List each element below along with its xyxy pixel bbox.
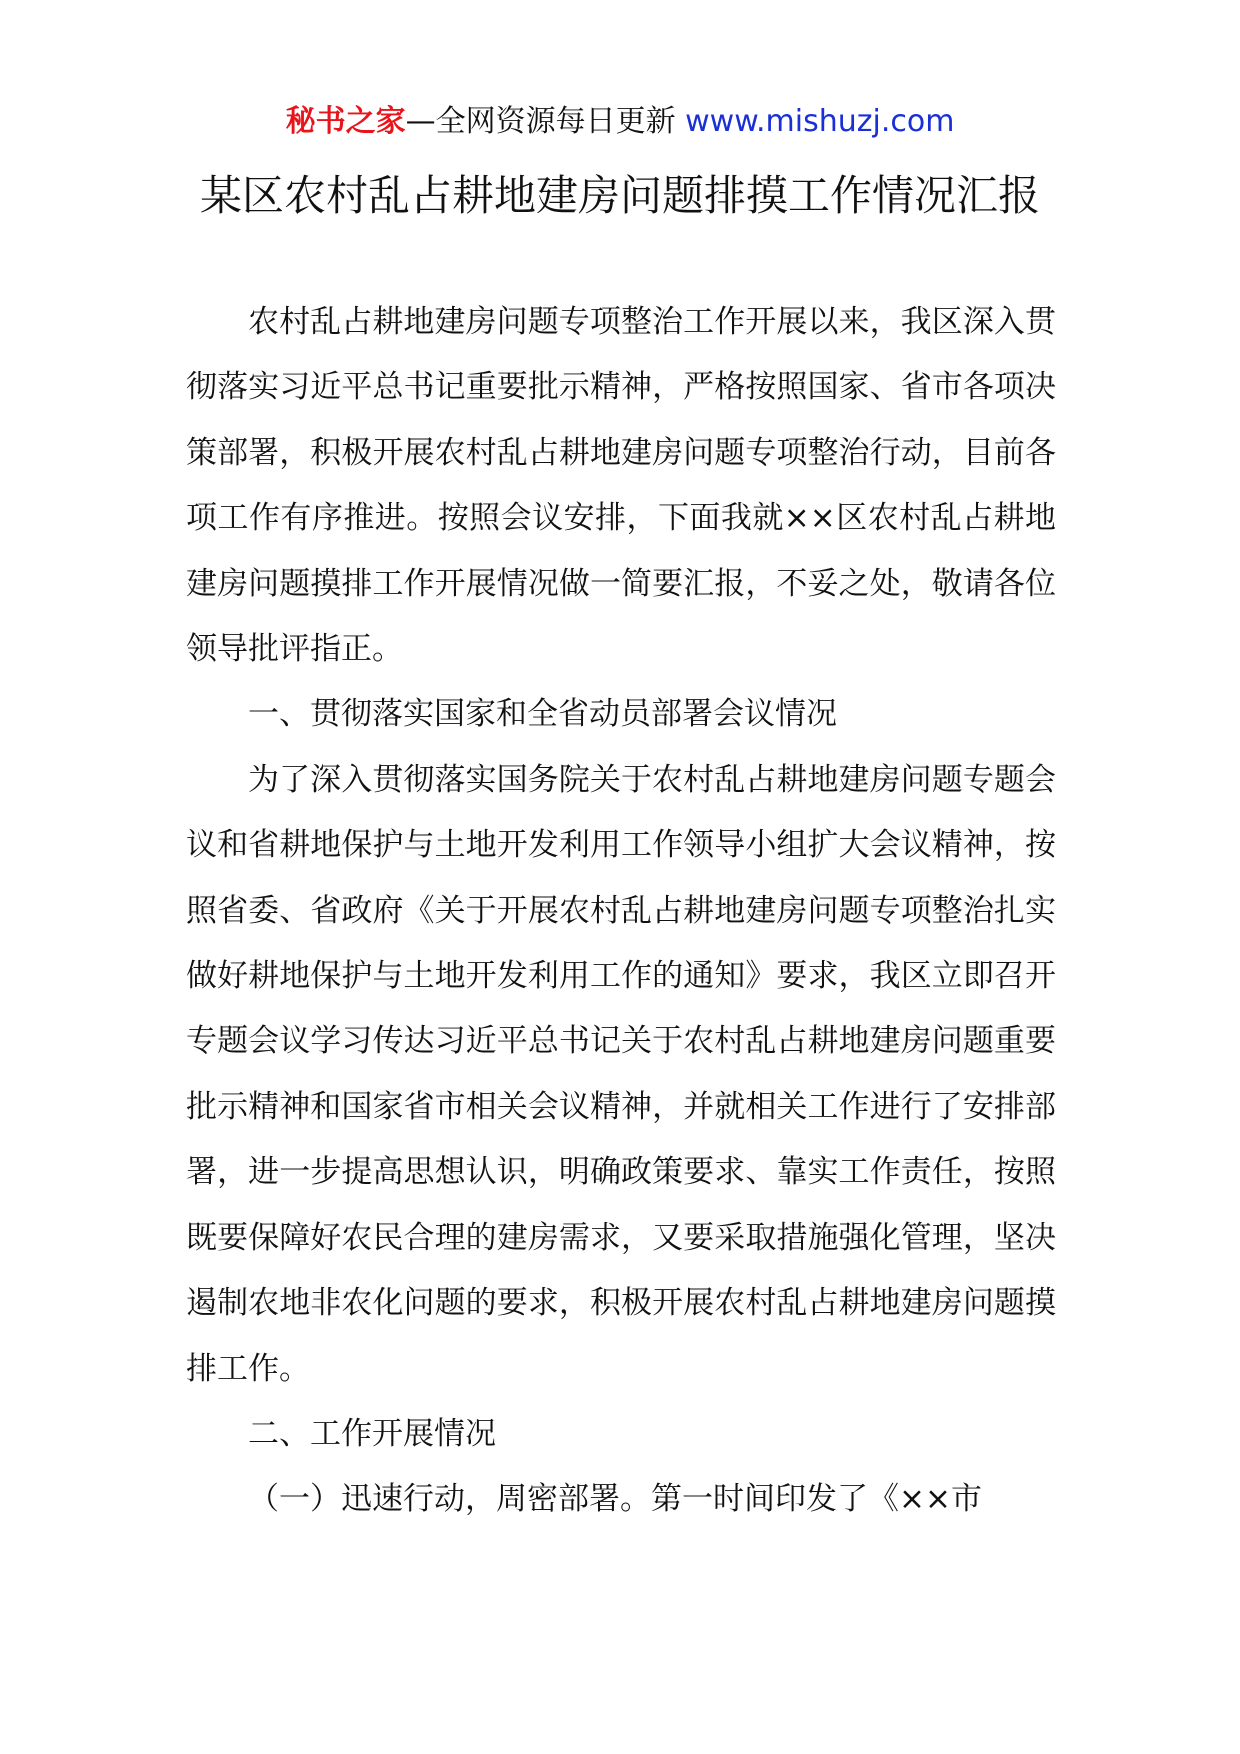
section-heading-2: 二、工作开展情况 [248, 1415, 496, 1452]
intro-paragraph: 农村乱占耕地建房问题专项整治工作开展以来，我区深入贯彻落实习近平总书记重要批示精神，严格按照国家、省市各项决策部署，积极开展农村乱占耕地建房问题专项整治行动，目前各项工作有序推进。按照会议安排，下面我就××区农村乱占耕地建房问题摸排工作开展情况做一简要汇报，不妥之处，敬请各位领导批评指正。 [186, 304, 1056, 668]
subsection-1-paragraph: （一）迅速行动，周密部署。第一时间印发了《××市 [248, 1481, 982, 1518]
document-title: 某区农村乱占耕地建房问题排摸工作情况汇报 [199, 171, 1040, 220]
site-header [0, 100, 1240, 144]
section-heading-1: 一、贯彻落实国家和全省动员部署会议情况 [248, 696, 837, 733]
header-slogan: —全网资源每日更新 [405, 104, 686, 139]
document-body [186, 290, 1056, 1533]
section-1-paragraph: 为了深入贯彻落实国务院关于农村乱占耕地建房问题专题会议和省耕地保护与土地开发利用工作领导小组扩大会议精神，按照省委、省政府《关于开展农村乱占耕地建房问题专项整治扎实做好耕地保护与土地开发利用工作的通知》要求，我区立即召开专题会议学习传达习近平总书记关于农村乱占耕地建房问题重要批示精神和国家省市相关会议精神，并就相关工作进行了安排部署，进一步提高思想认识，明确政策要求、靠实工作责任，按照既要保障好农民合理的建房需求，又要采取措施强化管理，坚决遏制农地非农化问题的要求，积极开展农村乱占耕地建房问题摸排工作。 [186, 761, 1056, 1387]
site-url-link[interactable]: www.mishuzj.com [685, 104, 955, 139]
brand-name: 秘书之家 [285, 104, 406, 139]
